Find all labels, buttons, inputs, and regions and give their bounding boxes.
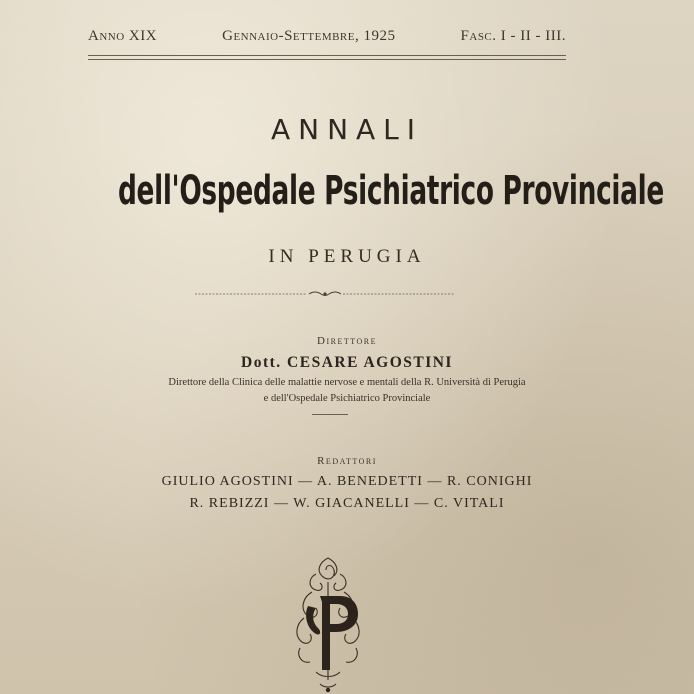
section-divider xyxy=(312,414,348,415)
ornamental-divider-icon xyxy=(195,290,455,298)
editors-label: Redattori xyxy=(317,455,377,467)
title-hospital: dell'Ospedale Psichiatrico Provinciale xyxy=(117,168,664,214)
title-city: IN PERUGIA xyxy=(268,246,426,267)
editors-line1: GIULIO AGOSTINI — A. BENEDETTI — R. CONIGHI xyxy=(161,474,533,489)
director-description-line1: Direttore della Clinica delle malattie nervose e mentali della R. Università di Perugia xyxy=(168,377,526,388)
director-name: Dott. CESARE AGOSTINI xyxy=(241,354,453,371)
period-label: Gennaio-Settembre, 1925 xyxy=(222,28,396,44)
issue-label: Fasc. I - II - III. xyxy=(460,28,566,44)
printer-monogram-emblem-icon xyxy=(286,552,370,694)
director-label: Direttore xyxy=(317,335,377,347)
header-row xyxy=(88,28,566,50)
volume-label: Anno XIX xyxy=(88,28,158,44)
director-description-line2: e dell'Ospedale Psichiatrico Provinciale xyxy=(263,393,431,404)
header-double-rule xyxy=(88,55,566,60)
editors-line2: R. REBIZZI — W. GIACANELLI — C. VITALI xyxy=(189,496,505,511)
title-annali: ANNALI xyxy=(270,113,424,146)
